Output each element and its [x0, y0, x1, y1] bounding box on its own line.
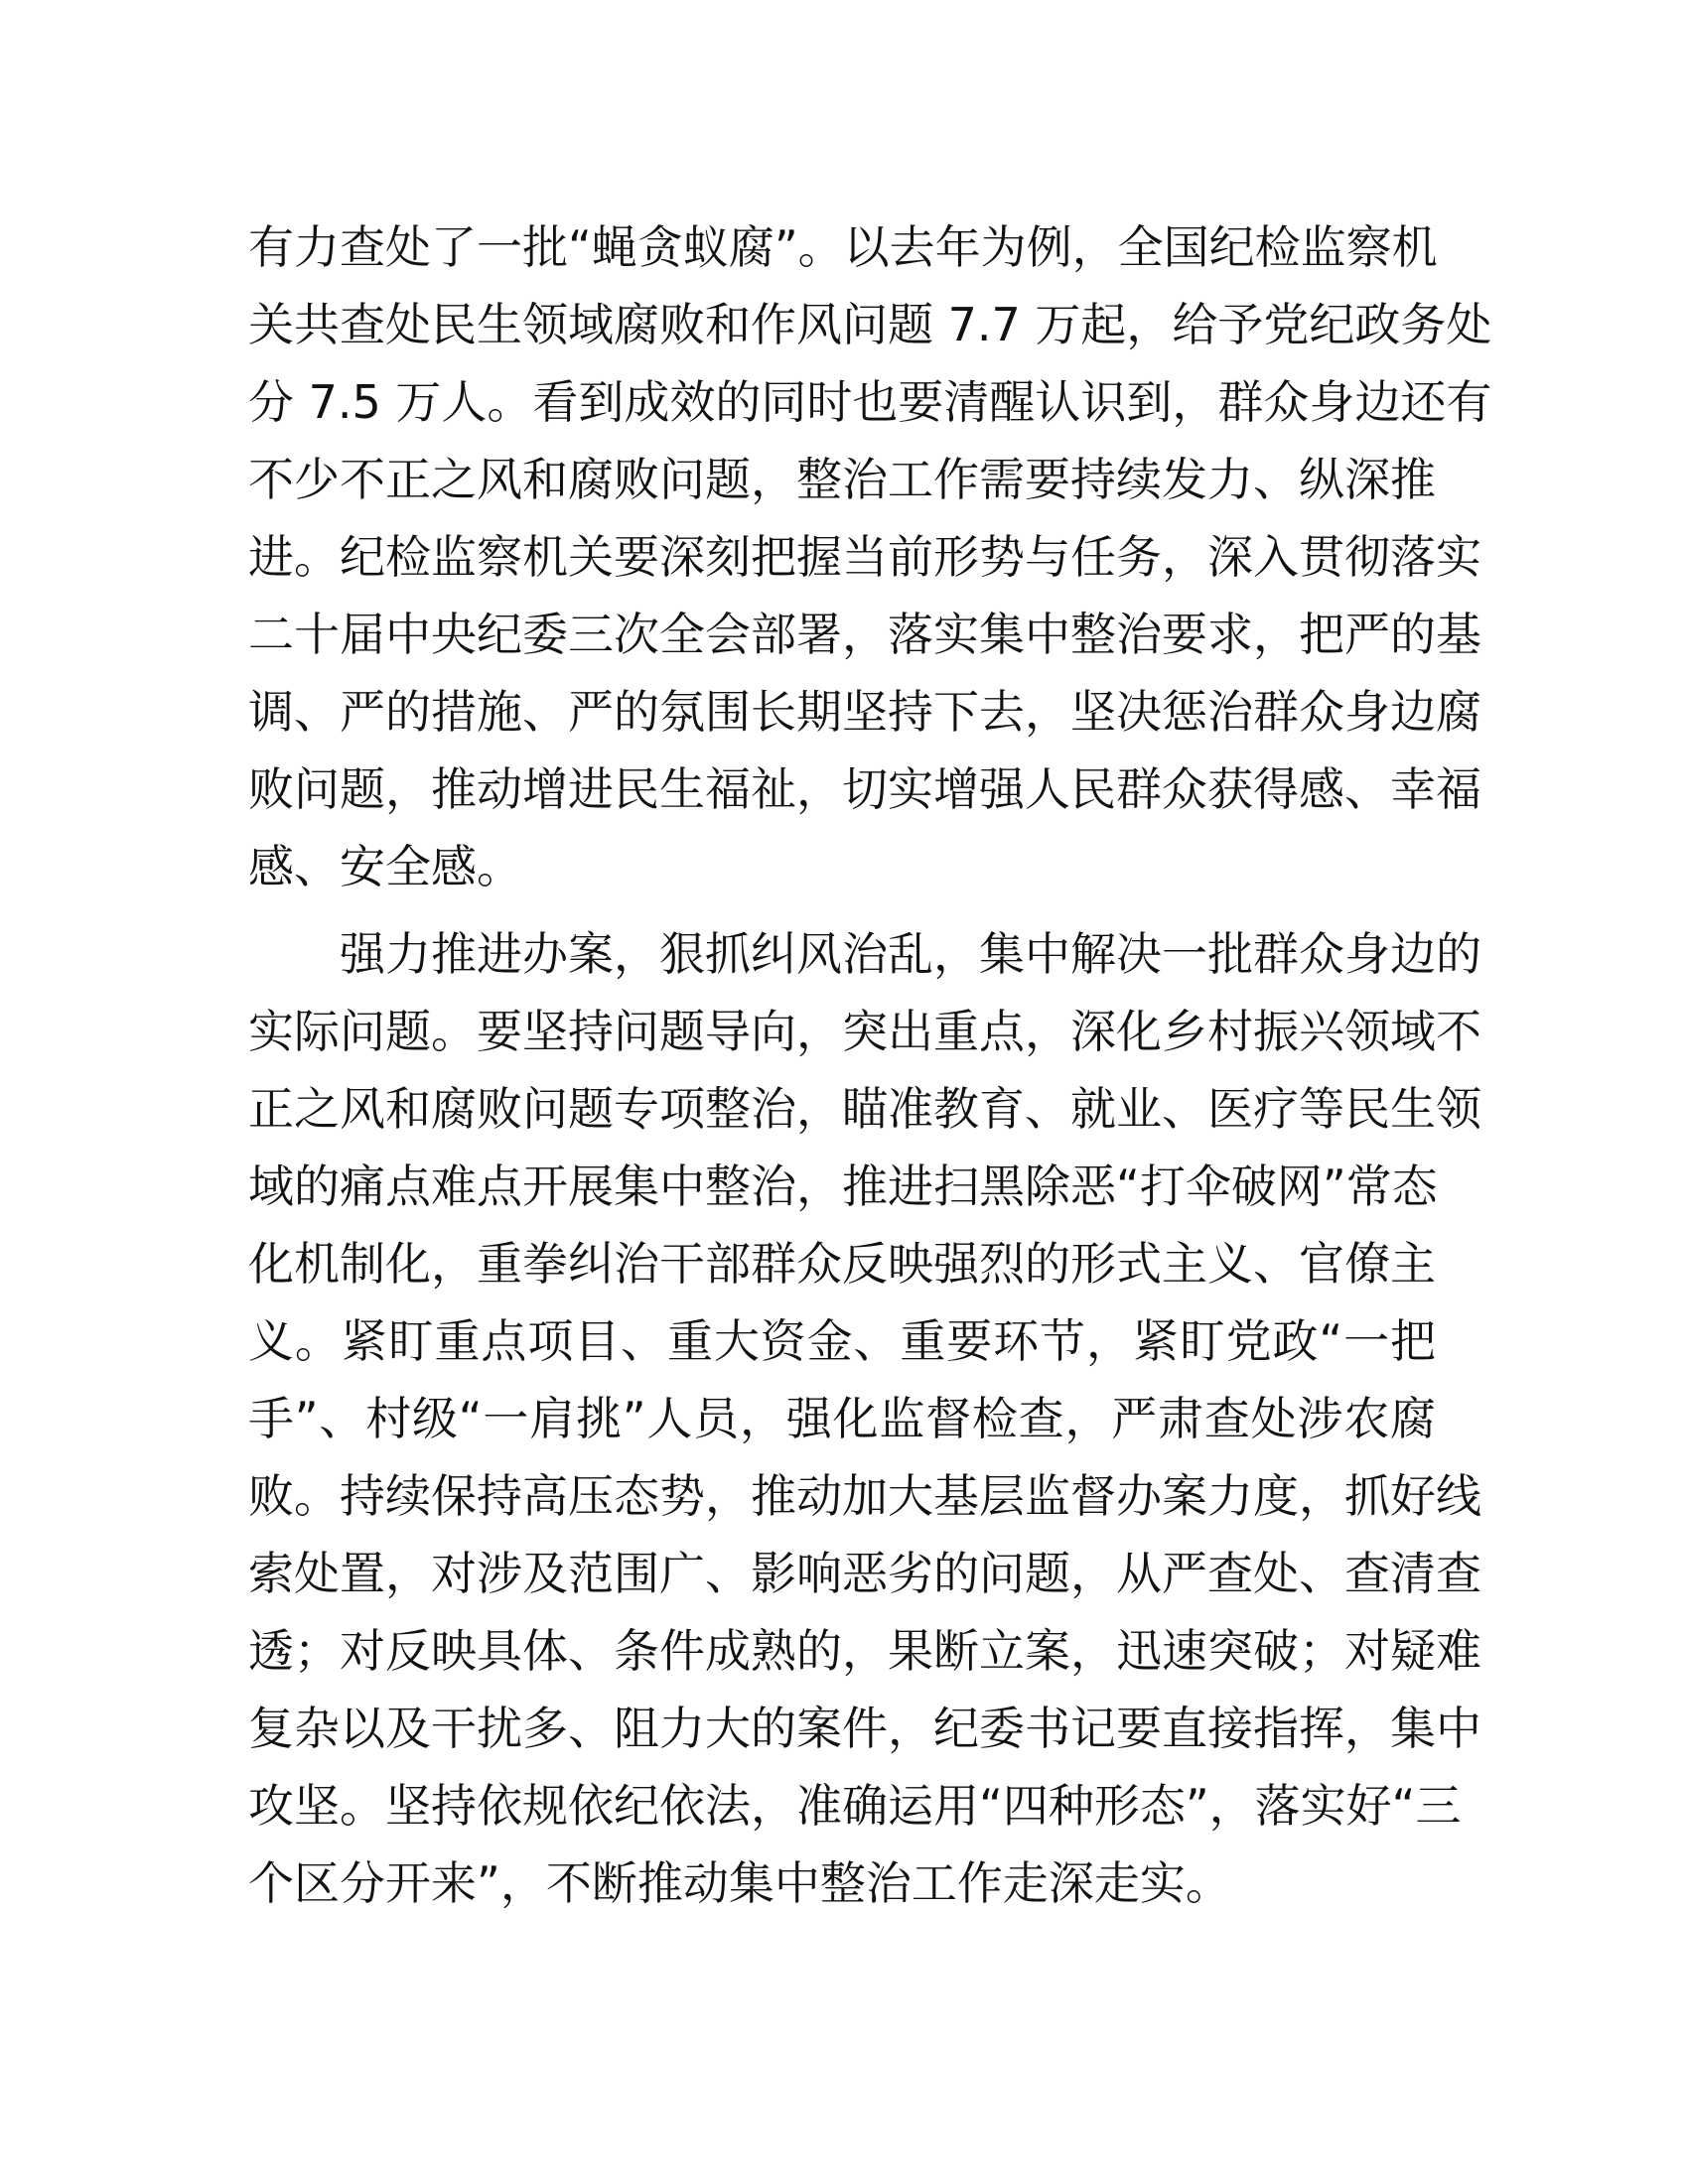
- paragraph-line: 索处置，对涉及范围广、影响恶劣的问题，从严查处、查清查: [248, 1547, 1481, 1600]
- paragraph-line: 败问题，推动增进民生福祉，切实增强人民群众获得感、幸福: [248, 762, 1481, 816]
- paragraph-line: 强力推进办案，狠抓纠风治乱，集中解决一批群众身边的: [248, 927, 1481, 981]
- paragraph-1: [248, 208, 1492, 905]
- paragraph-line: 有力查处了一批“蝇贪蚁腐”。以去年为例，全国纪检监察机: [248, 220, 1438, 274]
- paragraph-line: 二十届中央纪委三次全会部署，落实集中整治要求，把严的基: [248, 608, 1481, 661]
- paragraph-line: 透；对反映具体、条件成熟的，果断立案，迅速突破；对疑难: [248, 1624, 1481, 1678]
- paragraph-line: 化机制化，重拳纠治干部群众反映强烈的形式主义、官僚主: [248, 1237, 1436, 1291]
- paragraph-line: 复杂以及干扰多、阻力大的案件，纪委书记要直接指挥，集中: [248, 1702, 1481, 1755]
- paragraph-line: 正之风和腐败问题专项整治，瞄准教育、就业、医疗等民生领: [248, 1082, 1481, 1136]
- paragraph-line: 败。持续保持高压态势，推动加大基层监督办案力度，抓好线: [248, 1469, 1481, 1523]
- paragraph-line: 手”、村级“一肩挑”人员，强化监督检查，严肃查处涉农腐: [248, 1392, 1436, 1445]
- paragraph-line: 个区分开来”，不断推动集中整治工作走深走实。: [248, 1856, 1231, 1910]
- paragraph-line: 分 7.5 万人。看到成效的同时也要清醒认识到，群众身边还有: [248, 375, 1492, 429]
- paragraph-line: 实际问题。要坚持问题导向，突出重点，深化乡村振兴领域不: [248, 1005, 1481, 1058]
- paragraph-line: 进。纪检监察机关要深刻把握当前形势与任务，深入贯彻落实: [248, 530, 1481, 584]
- paragraph-line: 调、严的措施、严的氛围长期坚持下去，坚决惩治群众身边腐: [248, 685, 1481, 739]
- paragraph-line: 义。紧盯重点项目、重大资金、重要环节，紧盯党政“一把: [248, 1314, 1436, 1368]
- paragraph-line: 攻坚。坚持依规依纪依法，准确运用“四种形态”，落实好“三: [248, 1779, 1462, 1833]
- paragraph-line: 感、安全感。: [248, 840, 522, 893]
- paragraph-line: 关共查处民生领域腐败和作风问题 7.7 万起，给予党纪政务处: [248, 298, 1492, 351]
- paragraph-line: 域的痛点难点开展集中整治，推进扫黑除恶“打伞破网”常态: [248, 1160, 1438, 1213]
- paragraph-2: [248, 915, 1481, 1922]
- paragraph-line: 不少不正之风和腐败问题，整治工作需要持续发力、纵深推: [248, 453, 1436, 506]
